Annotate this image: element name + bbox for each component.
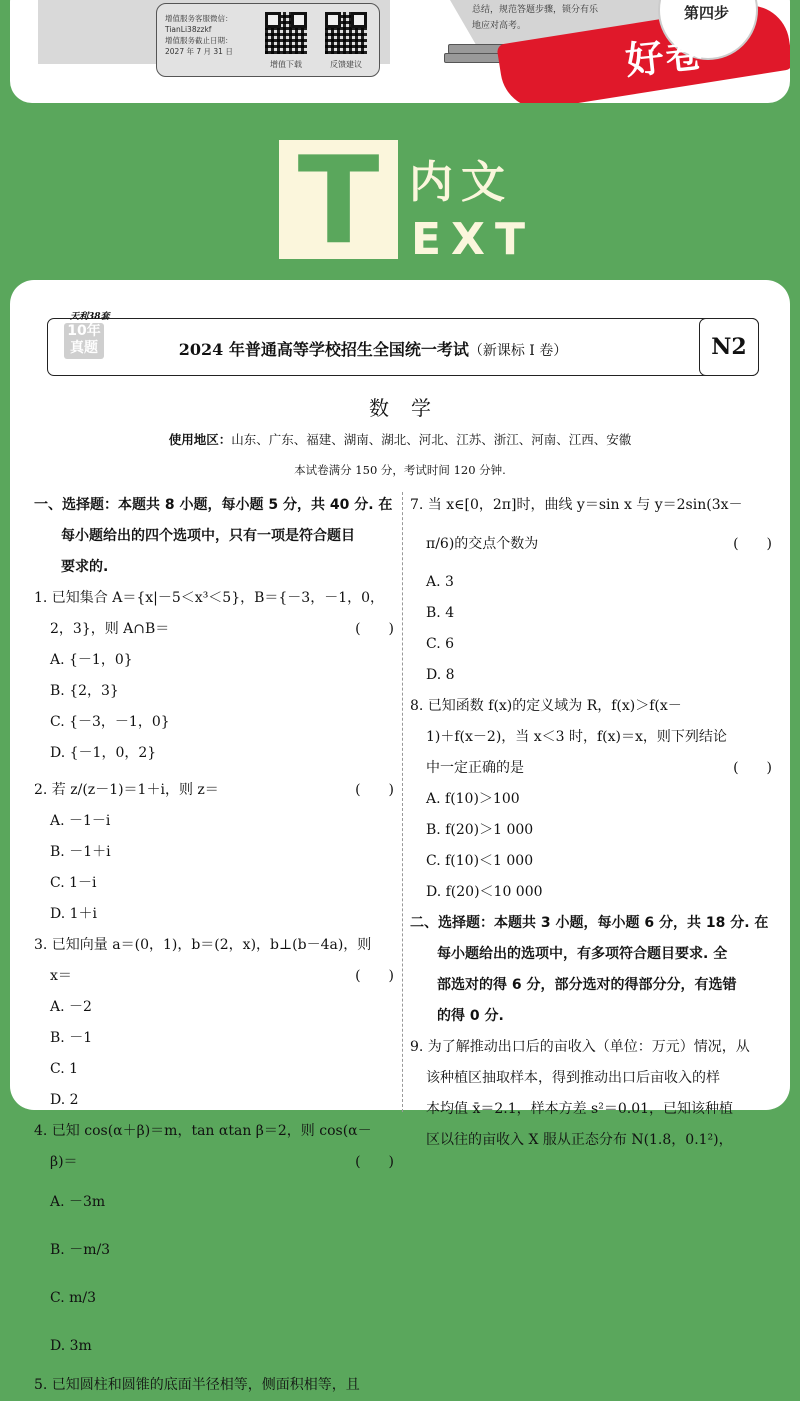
logo-badge-line: 真题 (70, 340, 98, 356)
service-card (156, 3, 380, 77)
section-letter-block: T (279, 140, 398, 259)
promo-text (472, 2, 598, 34)
options (34, 645, 394, 769)
regions-list: 山东、广东、福建、湖南、湖北、河北、江苏、浙江、河南、江西、安徽 (231, 432, 632, 447)
option-c[interactable]: C. f(10)＜1 000 (426, 853, 534, 869)
service-line: 2027 年 7 月 31 日 (165, 47, 233, 56)
section-heading-line: 的得 0 分. (437, 1008, 504, 1024)
question-line-with-paren (34, 775, 394, 806)
section-title-cn: 内文 (409, 157, 513, 208)
section-heading-line: 二、选择题：本题共 3 小题，每小题 6 分，共 18 分. 在 (410, 915, 769, 931)
exam-title (48, 337, 698, 360)
question-line: 4. 已知 cos(α＋β)＝m，tan αtan β＝2，则 cos(α－ (34, 1123, 372, 1139)
question-9 (410, 1032, 772, 1156)
answer-paren[interactable]: ( ) (733, 760, 772, 776)
answer-paren[interactable]: ( ) (355, 1154, 394, 1170)
exam-title-sub: （新课标 Ⅰ 卷） (468, 343, 568, 359)
question-line-with-paren (34, 1147, 394, 1178)
question-line: 3. 已知向量 a＝(0，1)，b＝(2，x)，b⊥(b－4a)，则 (34, 937, 372, 953)
section-heading-1 (34, 490, 394, 583)
section-title-en: EXT (411, 214, 535, 265)
option-d[interactable]: D. 2 (50, 1092, 79, 1108)
left-column (34, 490, 394, 1401)
regions-label: 使用地区： (168, 432, 232, 447)
question-4 (34, 1116, 394, 1370)
option-c[interactable]: C. 1 (50, 1061, 79, 1077)
section-header (279, 132, 539, 271)
qr-code-feedback[interactable] (325, 12, 367, 54)
good-paper-label: 好卷 (623, 30, 708, 84)
top-banner (10, 0, 790, 103)
service-line: TianLi38zzkf (165, 25, 212, 34)
question-line-with-paren (410, 521, 772, 567)
qr-label-download: 增值下载 (270, 60, 302, 69)
answer-paren[interactable]: ( ) (355, 968, 394, 984)
exam-info: 本试卷满分 150 分，考试时间 120 分钟. (294, 463, 506, 477)
question-line: 5. 已知圆柱和圆锥的底面半径相等，侧面积相等，且 (34, 1377, 360, 1393)
question-3 (34, 930, 394, 1116)
section-heading-line: 一、选择题：本题共 8 小题，每小题 5 分，共 40 分. 在 (34, 497, 393, 513)
section-heading-2 (410, 908, 772, 1032)
section-heading-line: 每小题给出的四个选项中，只有一项是符合题目 (61, 528, 355, 544)
question-line: 8. 已知函数 f(x)的定义域为 R，f(x)＞f(x－ (410, 698, 682, 714)
question-line: 1. 已知集合 A＝{x|－5＜x³＜5}，B＝{－3，－1，0， (34, 590, 385, 606)
question-1 (34, 583, 394, 769)
option-a[interactable]: A. －2 (50, 999, 92, 1015)
options (34, 806, 394, 930)
service-text (165, 13, 265, 57)
option-d[interactable]: D. 3m (50, 1338, 92, 1354)
service-line: 增值服务客服微信： (165, 14, 233, 23)
exam-paper (10, 280, 790, 1393)
section-heading-line: 部选对的得 6 分，部分选对的得部分分，有选错 (437, 977, 737, 993)
option-b[interactable]: B. －1 (50, 1030, 93, 1046)
option-b[interactable]: B. －m/3 (50, 1242, 111, 1258)
options (410, 567, 772, 691)
option-b[interactable]: B. 4 (426, 605, 455, 621)
promo-banner (430, 0, 785, 100)
step-label: 第四步 (684, 4, 730, 22)
option-c[interactable]: C. {－3，－1，0} (50, 714, 170, 730)
qr-code-download[interactable] (265, 12, 307, 54)
answer-paren[interactable]: ( ) (733, 536, 772, 552)
question-line: 该种植区抽取样本，得到推动出口后亩收入的样 (426, 1070, 720, 1086)
option-d[interactable]: D. 1＋i (50, 906, 98, 922)
service-line: 增值服务截止日期： (165, 36, 233, 45)
options (34, 1178, 394, 1370)
subject-title: 数学 (369, 396, 453, 420)
service-info-panel (38, 0, 390, 69)
question-2 (34, 775, 394, 930)
section-heading-line: 要求的. (61, 559, 109, 575)
question-line-with-paren (34, 961, 394, 992)
section-heading-line: 每小题给出的选项中，有多项符合题目要求. 全 (437, 946, 728, 962)
option-a[interactable]: A. －1－i (50, 813, 111, 829)
right-column (410, 490, 772, 1156)
answer-paren[interactable]: ( ) (355, 621, 394, 637)
question-line-with-paren (34, 614, 394, 645)
question-line: 7. 当 x∈[0，2π]时，曲线 y＝sin x 与 y＝2sin(3x－ (410, 497, 743, 513)
logo-badge-line: 10年 (67, 323, 101, 339)
question-line: 区以往的亩收入 X 服从正态分布 N(1.8，0.1²)， (426, 1132, 733, 1148)
option-d[interactable]: D. 8 (426, 667, 455, 683)
option-a[interactable]: A. 3 (426, 574, 454, 590)
question-line: 9. 为了解推动出口后的亩收入（单位：万元）情况，从 (410, 1039, 750, 1055)
promo-line: 总结，规范答题步骤，锁分有乐 (472, 5, 599, 15)
exam-header (47, 312, 759, 376)
option-b[interactable]: B. －1＋i (50, 844, 111, 860)
option-c[interactable]: C. 6 (426, 636, 455, 652)
regions-line (10, 430, 790, 448)
option-c[interactable]: C. 1－i (50, 875, 97, 891)
exam-title-main: 2024 年普通高等学校招生全国统一考试 (178, 340, 469, 359)
question-line: β)＝ (50, 1154, 78, 1170)
option-d[interactable]: D. f(20)＜10 000 (426, 884, 543, 900)
question-line: 本均值 x̄＝2.1，样本方差 s²＝0.01，已知该种植 (426, 1101, 734, 1117)
option-d[interactable]: D. {－1，0，2} (50, 745, 157, 761)
question-line: π/6)的交点个数为 (426, 536, 539, 552)
question-line: 2. 若 z/(z－1)＝1＋i，则 z＝ (34, 782, 219, 798)
question-line-with-paren (410, 753, 772, 784)
option-c[interactable]: C. m/3 (50, 1290, 97, 1306)
option-a[interactable]: A. {－1，0} (50, 652, 133, 668)
option-b[interactable]: B. {2，3} (50, 683, 119, 699)
answer-paren[interactable]: ( ) (355, 782, 394, 798)
promo-line: 地应对高考。 (472, 21, 527, 31)
question-line: x＝ (50, 968, 72, 984)
option-b[interactable]: B. f(20)＞1 000 (426, 822, 534, 838)
logo-brand-text: 天利38套 (70, 312, 110, 322)
exam-code-badge: N2 (699, 318, 759, 376)
option-a[interactable]: A. －3m (50, 1194, 106, 1210)
option-a[interactable]: A. f(10)＞100 (426, 791, 520, 807)
column-divider (402, 492, 403, 1112)
question-line: 1)＋f(x－2)，当 x＜3 时，f(x)＝x，则下列结论 (426, 729, 727, 745)
question-8 (410, 691, 772, 908)
question-line: 中一定正确的是 (426, 760, 524, 776)
qr-label-feedback: 反馈建议 (330, 60, 362, 69)
options (34, 992, 394, 1116)
question-line: 2，3}，则 A∩B＝ (50, 621, 170, 637)
question-7 (410, 490, 772, 691)
question-5 (34, 1370, 394, 1401)
